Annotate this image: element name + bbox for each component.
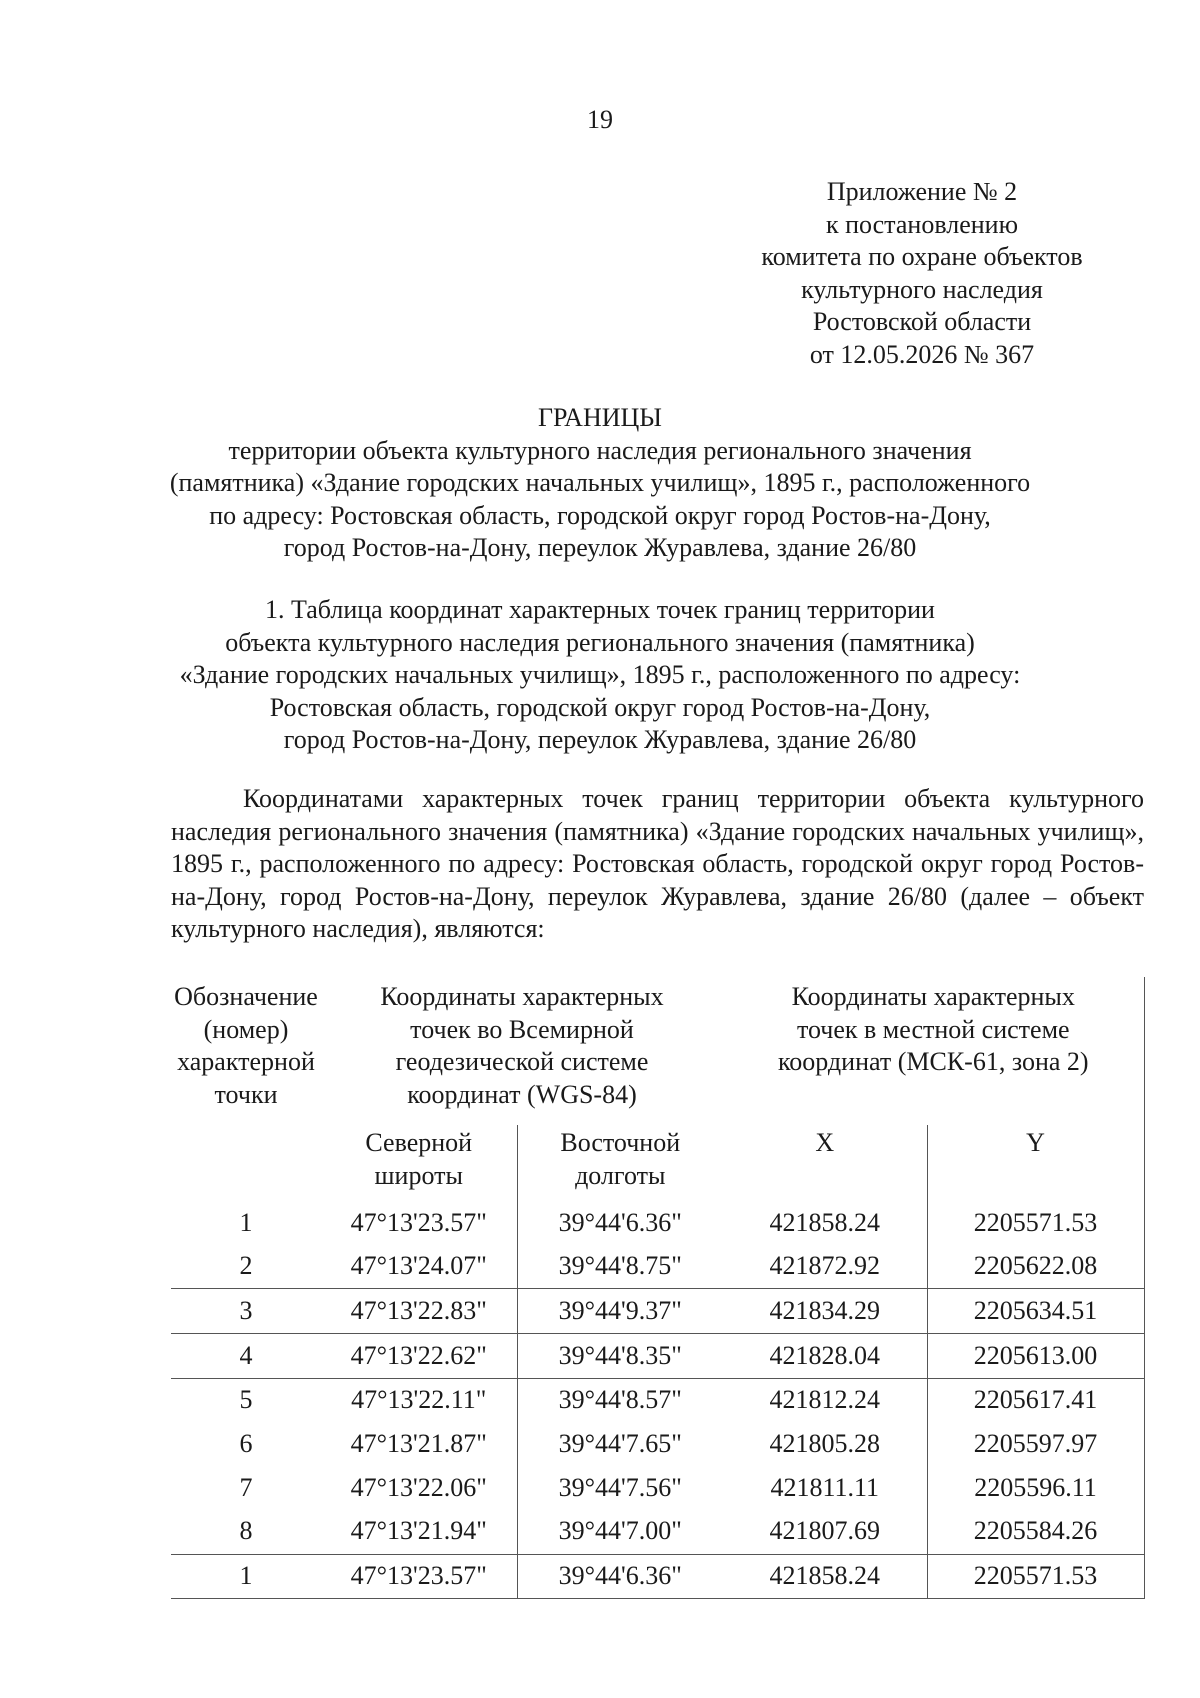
longitude-cell: 39°44'9.37"	[517, 1289, 723, 1334]
y-coordinate-cell: 2205596.11	[927, 1466, 1144, 1510]
table-row	[171, 1334, 1144, 1379]
header-longitude: Восточной долготы	[517, 1125, 723, 1201]
latitude-cell: 47°13'21.94"	[350, 1516, 487, 1546]
header-point-number: Обозначение (номер) характерной точки	[174, 982, 318, 1109]
table-row	[171, 1201, 1144, 1245]
y-coordinate-cell: 2205571.53	[927, 1554, 1144, 1599]
y-coordinate-cell: 2205597.97	[927, 1422, 1144, 1466]
header-x: X	[815, 1128, 835, 1157]
appendix-block	[722, 176, 1122, 371]
point-number-cell: 7	[239, 1472, 253, 1502]
longitude-cell: 39°44'6.36"	[517, 1201, 723, 1245]
y-coordinate-cell: 2205634.51	[927, 1289, 1144, 1334]
latitude-cell: 47°13'22.11"	[321, 1378, 517, 1422]
longitude-cell: 39°44'8.35"	[517, 1334, 723, 1379]
title-line: город Ростов-на-Дону, переулок Журавлева, здание 26/80	[283, 533, 917, 562]
x-coordinate-cell: 421858.24	[769, 1207, 880, 1237]
x-coordinate-cell: 421811.11	[770, 1472, 880, 1502]
latitude-cell: 47°13'23.57"	[350, 1207, 487, 1237]
section-heading	[130, 594, 1070, 757]
section-line: Ростовская область, городской округ город Ростов-на-Дону,	[269, 692, 931, 722]
latitude-cell: 47°13'21.87"	[350, 1429, 487, 1459]
section-line: 1. Таблица координат характерных точек границ территории	[265, 595, 935, 624]
x-coordinate-cell: 421828.04	[723, 1334, 927, 1379]
table-row	[171, 1466, 1144, 1510]
title-line: по адресу: Ростовская область, городской округ город Ростов-на-Дону,	[209, 500, 991, 530]
latitude-cell: 47°13'23.57"	[321, 1554, 517, 1599]
y-coordinate-cell: 2205617.41	[927, 1378, 1144, 1422]
latitude-cell: 47°13'22.83"	[321, 1289, 517, 1334]
appendix-line: Ростовской области	[812, 307, 1032, 336]
appendix-line: к постановлению	[825, 209, 1019, 239]
table-row	[171, 1422, 1144, 1466]
section-line: объекта культурного наследия регионального значения (памятника)	[225, 627, 975, 657]
x-coordinate-cell: 421812.24	[723, 1378, 927, 1422]
header-y: Y	[927, 1125, 1144, 1201]
header-msk61: Координаты характерных точек в местной системе координат (МСК-61, зона 2)	[723, 977, 1144, 1125]
document-title	[130, 402, 1070, 565]
page-number: 19	[587, 105, 613, 134]
table-row	[171, 1510, 1144, 1554]
appendix-line: культурного наследия	[801, 274, 1043, 304]
x-coordinate-cell: 421805.28	[769, 1429, 880, 1459]
title-line: (памятника) «Здание городских начальных училищ», 1895 г., расположенного	[169, 468, 1031, 497]
longitude-cell: 39°44'6.36"	[517, 1554, 723, 1599]
appendix-line: комитета по охране объектов	[761, 242, 1083, 271]
latitude-cell: 47°13'22.06"	[350, 1472, 487, 1502]
point-number-cell: 3	[171, 1289, 321, 1334]
x-coordinate-cell: 421872.92	[769, 1251, 880, 1281]
x-coordinate-cell: 421858.24	[723, 1554, 927, 1599]
table-row	[171, 1289, 1144, 1334]
longitude-cell: 39°44'7.56"	[517, 1466, 723, 1510]
header-latitude: Северной широты	[365, 1128, 473, 1190]
header-wgs84: Координаты характерных точек во Всемирной геодезической системе координат (WGS-84)	[380, 982, 664, 1109]
intro-paragraph: Координатами характерных точек границ территории объекта культурного наследия регионального значения (памятника) «Здание городских начальных училищ», 1895 г., расположенного по адресу: Ростовская область, городской округ город Ростов-на-Дону, город Ростов-на-Дону, переулок Журавлева, здание 26/80 (далее – объект культурного наследия), являются:	[171, 784, 1144, 943]
table-header-row	[171, 977, 1144, 1125]
point-number-cell: 5	[171, 1378, 321, 1422]
section-line: город Ростов-на-Дону, переулок Журавлева, здание 26/80	[283, 725, 917, 754]
point-number-cell: 1	[171, 1554, 321, 1599]
appendix-line: Приложение № 2	[826, 177, 1018, 206]
latitude-cell: 47°13'24.07"	[350, 1251, 487, 1281]
y-coordinate-cell: 2205571.53	[927, 1201, 1144, 1245]
point-number-cell: 2	[239, 1251, 253, 1281]
longitude-cell: 39°44'8.57"	[517, 1378, 723, 1422]
longitude-cell: 39°44'7.00"	[517, 1510, 723, 1554]
point-number-cell: 6	[239, 1429, 253, 1459]
point-number-cell: 1	[239, 1207, 253, 1237]
coordinates-table	[171, 977, 1145, 1599]
y-coordinate-cell: 2205613.00	[927, 1334, 1144, 1379]
longitude-cell: 39°44'8.75"	[517, 1245, 723, 1289]
title-heading: ГРАНИЦЫ	[538, 403, 662, 432]
table-row	[171, 1378, 1144, 1422]
appendix-line: от 12.05.2026 № 367	[809, 339, 1035, 369]
point-number-cell: 4	[171, 1334, 321, 1379]
longitude-cell: 39°44'7.65"	[517, 1422, 723, 1466]
x-coordinate-cell: 421807.69	[769, 1516, 880, 1546]
title-line: территории объекта культурного наследия регионального значения	[228, 435, 972, 465]
y-coordinate-cell: 2205622.08	[927, 1245, 1144, 1289]
table-row	[171, 1245, 1144, 1289]
section-line: «Здание городских начальных училищ», 1895 г., расположенного по адресу:	[179, 660, 1021, 689]
table-row	[171, 1554, 1144, 1599]
x-coordinate-cell: 421834.29	[723, 1289, 927, 1334]
latitude-cell: 47°13'22.62"	[321, 1334, 517, 1379]
point-number-cell: 8	[239, 1516, 253, 1546]
y-coordinate-cell: 2205584.26	[927, 1510, 1144, 1554]
